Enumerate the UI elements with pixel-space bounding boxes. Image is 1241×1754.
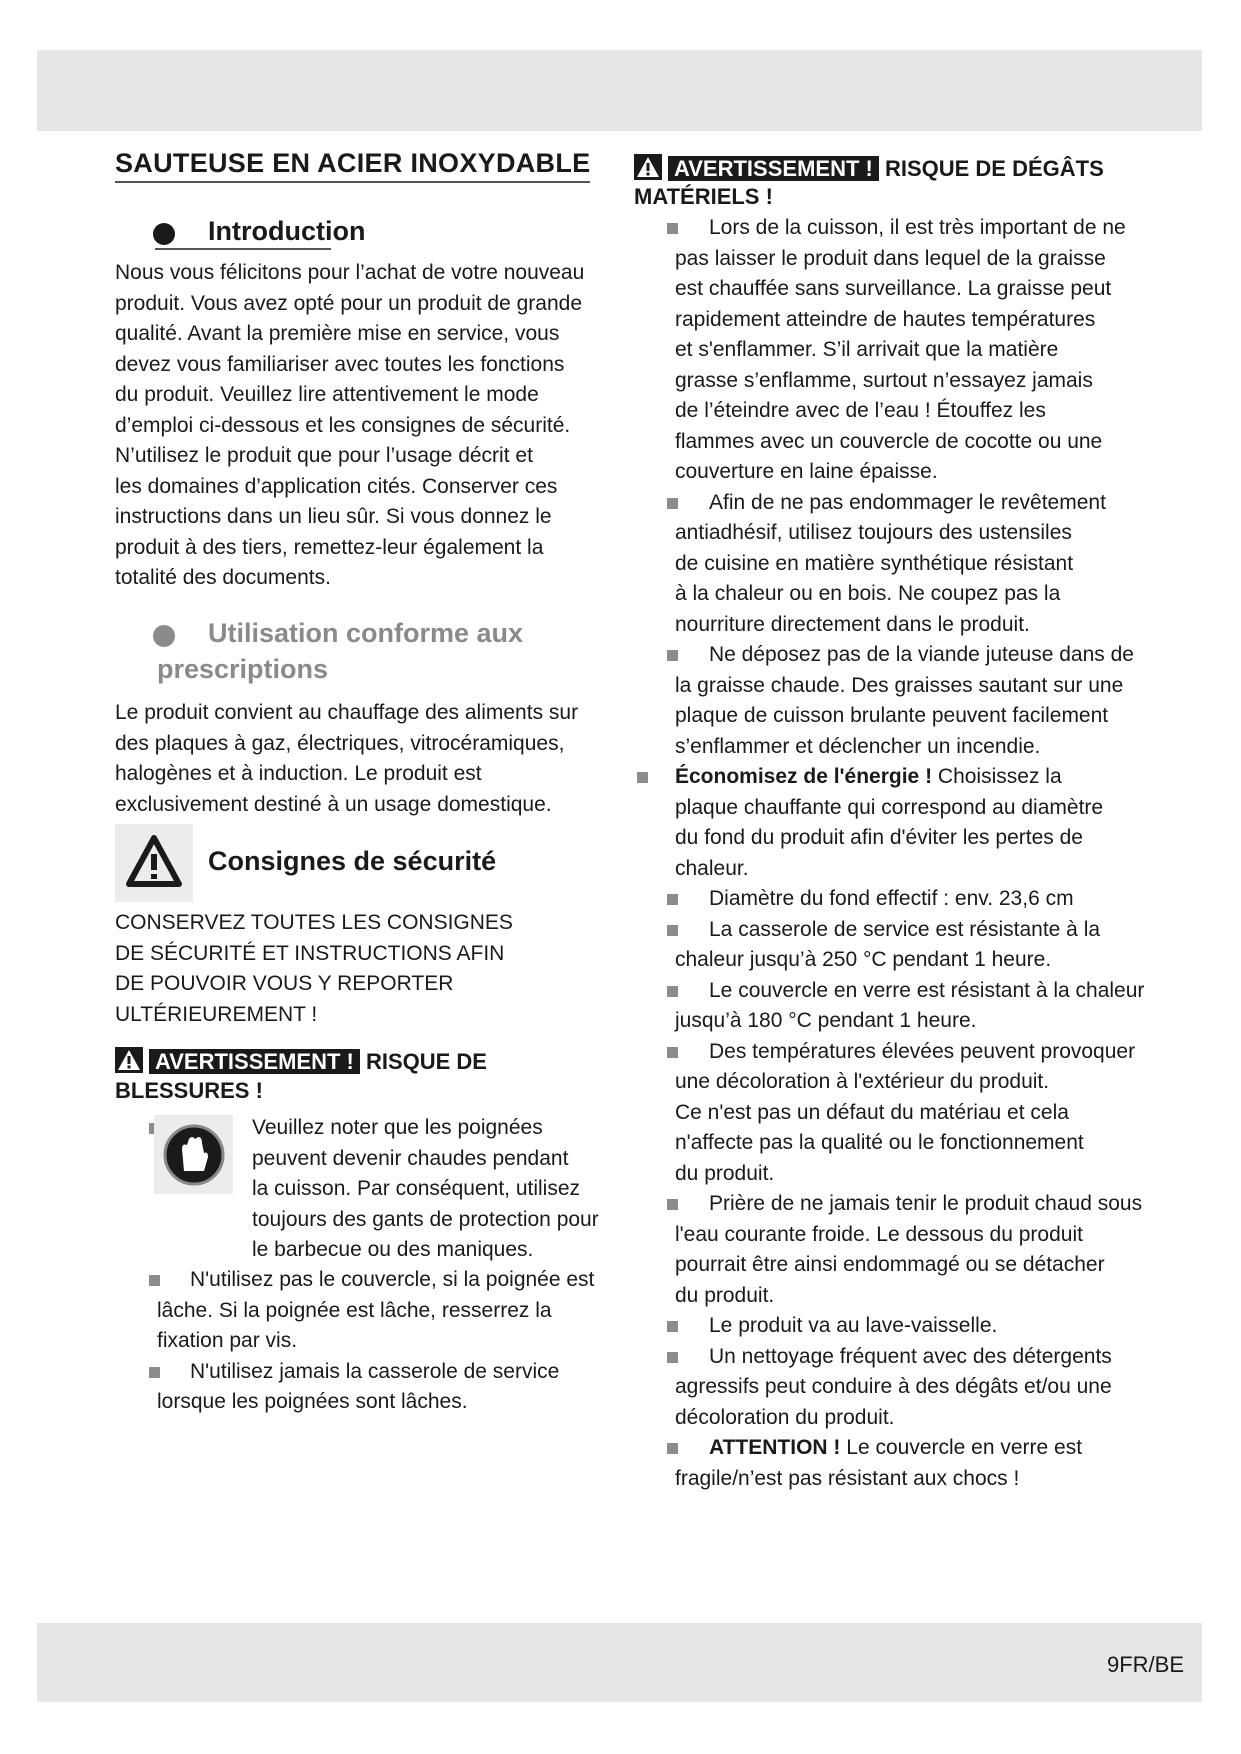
text-line-content: n'affecte pas la qualité ou le fonctionnement [675, 1131, 1084, 1154]
text-line: toujours des gants de protection pour [252, 1207, 599, 1231]
text-line-content: lâche. Si la poignée est lâche, resserrez la [157, 1298, 552, 1322]
intro-paragraph [115, 258, 584, 594]
list-item [675, 976, 1195, 1037]
warning-injury [115, 1047, 487, 1075]
text-line-content: plaque de cuisson brulante peuvent facilement [675, 704, 1109, 727]
text-line [675, 884, 1195, 915]
text-line [675, 762, 1195, 793]
text-line [675, 945, 1195, 976]
text-line-content: Afin de ne pas endommager le revêtement [709, 490, 1106, 514]
text-line [675, 610, 1195, 641]
bullet-square [667, 894, 678, 905]
list-item [675, 1433, 1195, 1494]
text-line: N’utilisez le produit que pour l’usage décrit et [115, 444, 533, 467]
bullet-square [667, 1199, 678, 1210]
usage-heading-cont: prescriptions [157, 654, 329, 684]
text-line: Nous vous félicitons pour l’achat de votre nouveau [115, 261, 585, 284]
heading-underline [155, 248, 331, 250]
text-line-content: Des températures élevées peuvent provoquer [709, 1039, 1136, 1063]
list-item [675, 1037, 1195, 1190]
text-line-content: Ne déposez pas de la viande juteuse dans de [709, 643, 1134, 666]
bullet-square [667, 1047, 678, 1058]
text-line [675, 396, 1195, 427]
text-line-content: du produit. [675, 1161, 775, 1185]
text-line-content: et s'enflammer. S’il arrivait que la matière [675, 338, 1059, 361]
text-line: peuvent devenir chaudes pendant [252, 1146, 569, 1170]
bold-lead: Économisez de l'énergie ! [675, 765, 933, 788]
bullet-square [667, 1443, 678, 1454]
text-line-content: du produit. [675, 1283, 775, 1307]
list-item [157, 1357, 617, 1418]
text-line [675, 549, 1195, 580]
text-line-content: Prière de ne jamais tenir le produit chaud sous [709, 1192, 1143, 1215]
text-line [675, 1250, 1195, 1281]
bullet-square [149, 1275, 160, 1286]
text-line [675, 793, 1195, 824]
warning-title-cont: BLESSURES ! [115, 1078, 263, 1103]
text-line [675, 1098, 1195, 1129]
text-line-content: La casserole de service est résistante à la [709, 917, 1101, 941]
text-line-content: N'utilisez jamais la casserole de service [190, 1359, 560, 1383]
footer-bar [37, 1623, 1202, 1702]
text-line: devez vous familiariser avec toutes les fonctions [115, 352, 565, 376]
bullet-square [637, 772, 648, 783]
text-line: des plaques à gaz, électriques, vitrocéramiques, [115, 731, 565, 755]
text-line [675, 274, 1195, 305]
text-line [675, 366, 1195, 397]
text-line [675, 457, 1195, 488]
text-line [675, 1220, 1195, 1251]
text-line [675, 1281, 1195, 1312]
list-item [675, 488, 1195, 641]
text-line-content: fragile/n’est pas résistant aux chocs ! [675, 1466, 1020, 1490]
text-line-content: pas laisser le produit dans lequel de la graisse [675, 246, 1106, 270]
text-line: d’emploi ci-dessous et les consignes de sécurité. [115, 413, 571, 437]
text-line [675, 518, 1195, 549]
text-line-content: N'utilisez pas le couvercle, si la poignée est [190, 1268, 595, 1291]
text-line-content: du fond du produit afin d'éviter les pertes de [675, 826, 1083, 849]
text-line: le barbecue ou des maniques. [252, 1238, 534, 1261]
text-line [675, 976, 1195, 1007]
gloves-icon [154, 1115, 233, 1194]
list-item [157, 1265, 617, 1357]
text-line: la cuisson. Par conséquent, utilisez [252, 1177, 581, 1200]
text-line [675, 671, 1195, 702]
text-line [675, 640, 1195, 671]
text-line-content: antiadhésif, utilisez toujours des ustensiles [675, 521, 1072, 544]
bullet-square [667, 223, 678, 234]
text-line [157, 1296, 617, 1327]
bullet-square [667, 1321, 678, 1332]
text-line-content: plaque chauffante qui correspond au diamètre [675, 795, 1104, 819]
text-line [675, 1037, 1195, 1068]
text-line: ULTÉRIEUREMENT ! [115, 1002, 318, 1026]
text-line: Veuillez noter que les poignées [252, 1116, 543, 1139]
usage-heading: Utilisation conforme aux [208, 618, 524, 648]
text-line-content: Lors de la cuisson, il est très important de ne [709, 216, 1126, 239]
text-line: exclusivement destiné à un usage domestique. [115, 792, 552, 816]
text-line-content: nourriture directement dans le produit. [675, 612, 1030, 636]
bullet-square [667, 650, 678, 661]
text-line-content: grasse s’enflamme, surtout n’essayez jamais [675, 368, 1093, 392]
text-line: DE SÉCURITÉ ET INSTRUCTIONS AFIN [115, 941, 505, 965]
bullet-square [667, 1352, 678, 1363]
text-line-content: l'eau courante froide. Le dessous du produit [675, 1222, 1083, 1246]
list-item [675, 640, 1195, 762]
text-line: Le produit convient au chauffage des aliments sur [115, 701, 579, 724]
warning-title: RISQUE DE DÉGÂTS [884, 156, 1104, 181]
text-line-content: Choisissez la [932, 765, 1062, 788]
text-line-content: rapidement atteindre de hautes températures [675, 307, 1096, 331]
text-line-content: décoloration du produit. [675, 1405, 895, 1429]
bullet-square [667, 498, 678, 509]
list-item [675, 1189, 1195, 1311]
glove-item-text [252, 1113, 599, 1266]
text-line-content: Le couvercle en verre est [840, 1436, 1083, 1459]
text-line-content: flammes avec un couvercle de cocotte ou une [675, 429, 1103, 453]
list-item [675, 884, 1195, 915]
list-item [675, 1311, 1195, 1342]
intro-heading: Introduction [208, 216, 366, 246]
text-line [157, 1387, 617, 1418]
bullet-dot-icon [153, 625, 175, 647]
list-item [675, 213, 1195, 488]
list-item [675, 1342, 1195, 1434]
text-line [157, 1265, 617, 1296]
text-line-content: une décoloration à l'extérieur du produit. [675, 1070, 1050, 1093]
list-item [675, 762, 1195, 884]
text-line-content: est chauffée sans surveillance. La graisse peut [675, 277, 1112, 300]
text-line-content: Diamètre du fond effectif : env. 23,6 cm [709, 887, 1074, 910]
text-line-content: fixation par vis. [157, 1329, 298, 1352]
text-line-content: Le couvercle en verre est résistant à la chaleur [709, 978, 1145, 1002]
warning-label: AVERTISSEMENT ! [668, 156, 879, 181]
text-line [675, 488, 1195, 519]
text-line [675, 854, 1195, 885]
text-line [675, 1128, 1195, 1159]
text-line [675, 1372, 1195, 1403]
text-line [675, 1342, 1195, 1373]
list-item [675, 915, 1195, 976]
warning-title-cont: MATÉRIELS ! [634, 184, 773, 209]
bullet-square [667, 986, 678, 997]
warning-label: AVERTISSEMENT ! [149, 1049, 360, 1074]
text-line-content: jusqu’à 180 °C pendant 1 heure. [675, 1009, 977, 1032]
text-line-content: pourrait être ainsi endommagé ou se détacher [675, 1253, 1105, 1276]
text-line: CONSERVEZ TOUTES LES CONSIGNES [115, 911, 513, 934]
text-line [675, 1006, 1195, 1037]
text-line-content: s’enflammer et déclencher un incendie. [675, 734, 1041, 758]
text-line-content: à la chaleur ou en bois. Ne coupez pas la [675, 582, 1061, 605]
text-line [675, 1403, 1195, 1434]
bold-lead: ATTENTION ! [709, 1436, 841, 1459]
warning-damage [634, 154, 1104, 182]
text-line-content: Le produit va au lave-vaisselle. [709, 1314, 998, 1337]
text-line: du produit. Veuillez lire attentivement le mode [115, 383, 539, 406]
text-line: halogènes et à induction. Le produit est [115, 762, 482, 785]
safety-heading: Consignes de sécurité [208, 846, 497, 876]
text-line [675, 1067, 1195, 1098]
text-line: produit à des tiers, remettez-leur également la [115, 535, 544, 559]
text-line [675, 213, 1195, 244]
text-line-content: lorsque les poignées sont lâches. [157, 1390, 468, 1413]
text-line [675, 1311, 1195, 1342]
text-line [675, 1464, 1195, 1495]
text-line [675, 427, 1195, 458]
text-line: produit. Vous avez opté pour un produit de grande [115, 291, 583, 315]
text-line [157, 1357, 617, 1388]
text-line [675, 915, 1195, 946]
header-bar [37, 50, 1202, 131]
text-line [675, 305, 1195, 336]
text-line [675, 1433, 1195, 1464]
text-line: les domaines d’application cités. Conserver ces [115, 474, 558, 498]
text-line-content: Un nettoyage fréquent avec des détergents [709, 1344, 1112, 1368]
right-bullet-list [675, 213, 1195, 1494]
text-line: instructions dans un lieu sûr. Si vous donnez le [115, 505, 552, 528]
safety-paragraph [115, 908, 513, 1030]
warning-title: RISQUE DE [365, 1049, 487, 1074]
text-line-content: de l’éteindre avec de l’eau ! Étouffez les [675, 399, 1046, 422]
page-title: SAUTEUSE EN ACIER INOXYDABLE [115, 148, 590, 183]
text-line-content: la graisse chaude. Des graisses sautant sur une [675, 673, 1124, 697]
text-line [675, 1189, 1195, 1220]
text-line: totalité des documents. [115, 566, 331, 589]
text-line-content: Ce n'est pas un défaut du matériau et cela [675, 1100, 1069, 1124]
text-line [675, 701, 1195, 732]
warning-icon [634, 154, 662, 180]
text-line [675, 579, 1195, 610]
text-line-content: agressifs peut conduire à des dégâts et/ou une [675, 1375, 1112, 1398]
text-line-content: chaleur jusqu’à 250 °C pendant 1 heure. [675, 948, 1052, 971]
left-bullet-list [157, 1265, 617, 1418]
page-number: 9FR/BE [1107, 1652, 1185, 1677]
text-line-content: de cuisine en matière synthétique résistant [675, 551, 1074, 575]
bullet-square [149, 1367, 160, 1378]
text-line [675, 732, 1195, 763]
text-line-content: couverture en laine épaisse. [675, 460, 938, 483]
text-line [157, 1326, 617, 1357]
text-line [675, 335, 1195, 366]
text-line [675, 823, 1195, 854]
text-line [675, 244, 1195, 275]
warning-triangle-icon [115, 824, 193, 902]
bullet-dot-icon [153, 223, 175, 245]
warning-icon [115, 1047, 143, 1073]
text-line-content: chaleur. [675, 856, 749, 880]
usage-paragraph [115, 698, 578, 820]
bullet-square [667, 925, 678, 936]
text-line: qualité. Avant la première mise en service, vous [115, 322, 560, 345]
text-line: DE POUVOIR VOUS Y REPORTER [115, 972, 454, 995]
text-line [675, 1159, 1195, 1190]
